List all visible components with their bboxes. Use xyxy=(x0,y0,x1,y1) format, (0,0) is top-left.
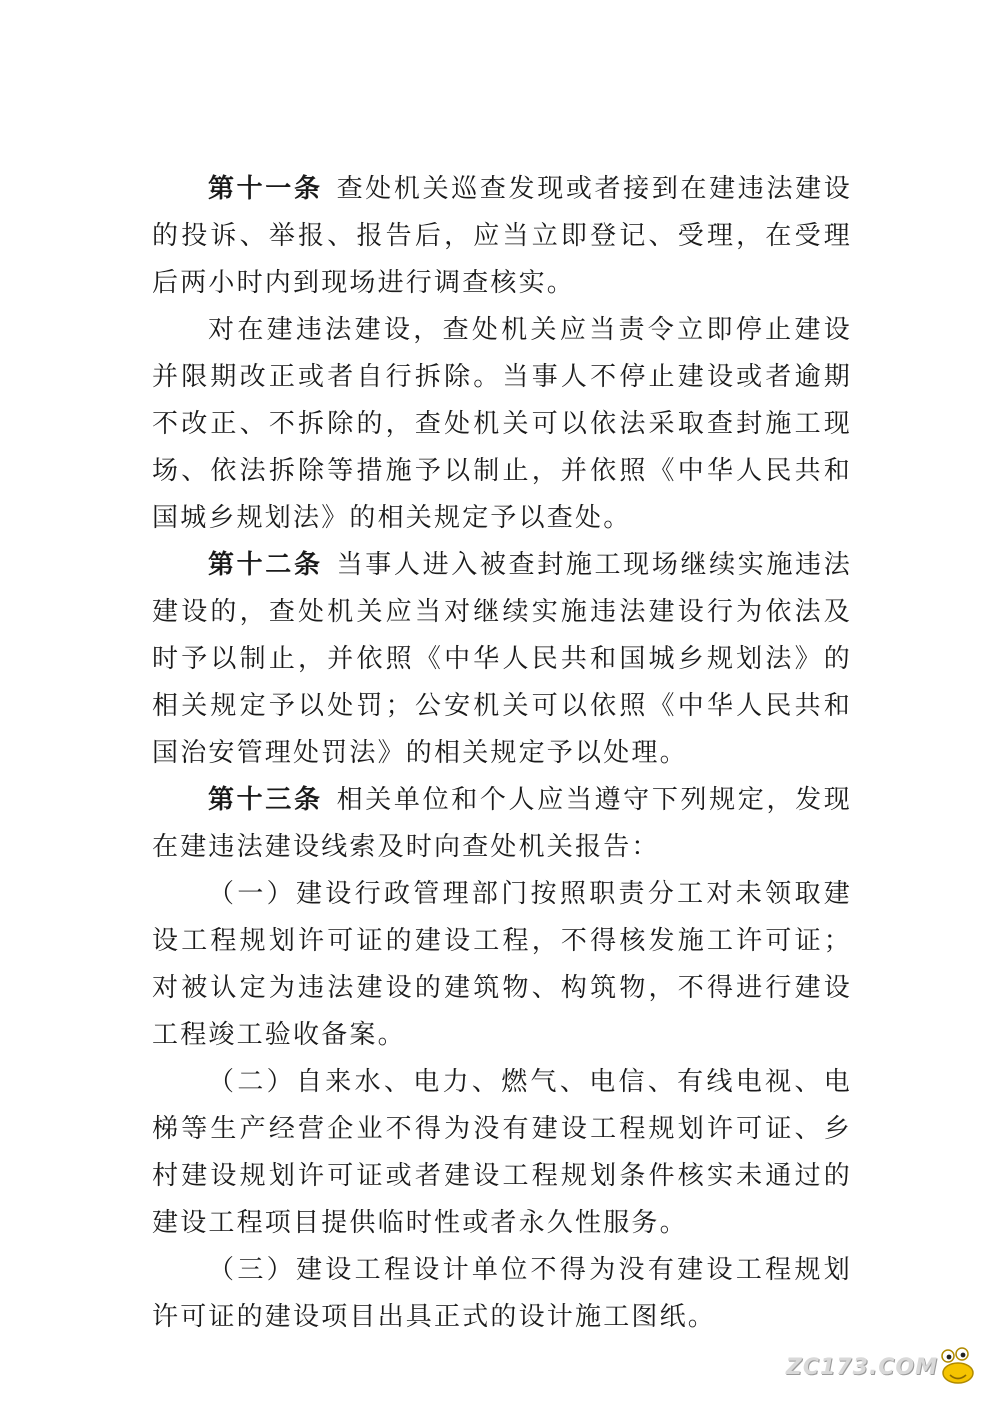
paragraph-article-11-clause-2 xyxy=(152,307,852,542)
list-item-3 xyxy=(152,1247,852,1341)
watermark-text: ZC173.COM xyxy=(785,1354,938,1380)
paragraph-text: 当事人进入被查封施工现场继续实施违法建设的，查处机关应当对继续实施违法建设行为依法及时予以制止，并依照《中华人民共和国城乡规划法》的相关规定予以处罚；公安机关可以依照《中华人民共和国治安管理处罚法》的相关规定予以处理。 xyxy=(152,550,852,768)
paragraph-text: （一）建设行政管理部门按照职责分工对未领取建设工程规划许可证的建设工程，不得核发施工许可证；对被认定为违法建设的建筑物、构筑物，不得进行建设工程竣工验收备案。 xyxy=(152,879,852,1050)
smiley-logo-icon xyxy=(934,1347,978,1387)
article-number: 第十三条 xyxy=(208,785,323,815)
paragraph-article-12 xyxy=(152,542,852,777)
list-item-2 xyxy=(152,1059,852,1247)
paragraph-article-13 xyxy=(152,777,852,871)
paragraph-text: 查处机关巡查发现或者接到在建违法建设的投诉、举报、报告后，应当立即登记、受理，在受理后两小时内到现场进行调查核实。 xyxy=(152,174,852,298)
site-watermark xyxy=(786,1347,978,1387)
paragraph-text: （三）建设工程设计单位不得为没有建设工程规划许可证的建设项目出具正式的设计施工图纸。 xyxy=(152,1255,852,1332)
document-body xyxy=(152,166,852,1341)
paragraph-text: 相关单位和个人应当遵守下列规定，发现在建违法建设线索及时向查处机关报告： xyxy=(152,785,852,862)
article-number: 第十二条 xyxy=(208,550,323,580)
paragraph-article-11 xyxy=(152,166,852,307)
paragraph-text: 对在建违法建设，查处机关应当责令立即停止建设并限期改正或者自行拆除。当事人不停止建设或者逾期不改正、不拆除的，查处机关可以依法采取查封施工现场、依法拆除等措施予以制止，并依照《中华人民共和国城乡规划法》的相关规定予以查处。 xyxy=(152,315,852,533)
paragraph-text: （二）自来水、电力、燃气、电信、有线电视、电梯等生产经营企业不得为没有建设工程规划许可证、乡村建设规划许可证或者建设工程规划条件核实未通过的建设工程项目提供临时性或者永久性服务。 xyxy=(152,1067,852,1238)
list-item-1 xyxy=(152,871,852,1059)
article-number: 第十一条 xyxy=(208,174,323,204)
